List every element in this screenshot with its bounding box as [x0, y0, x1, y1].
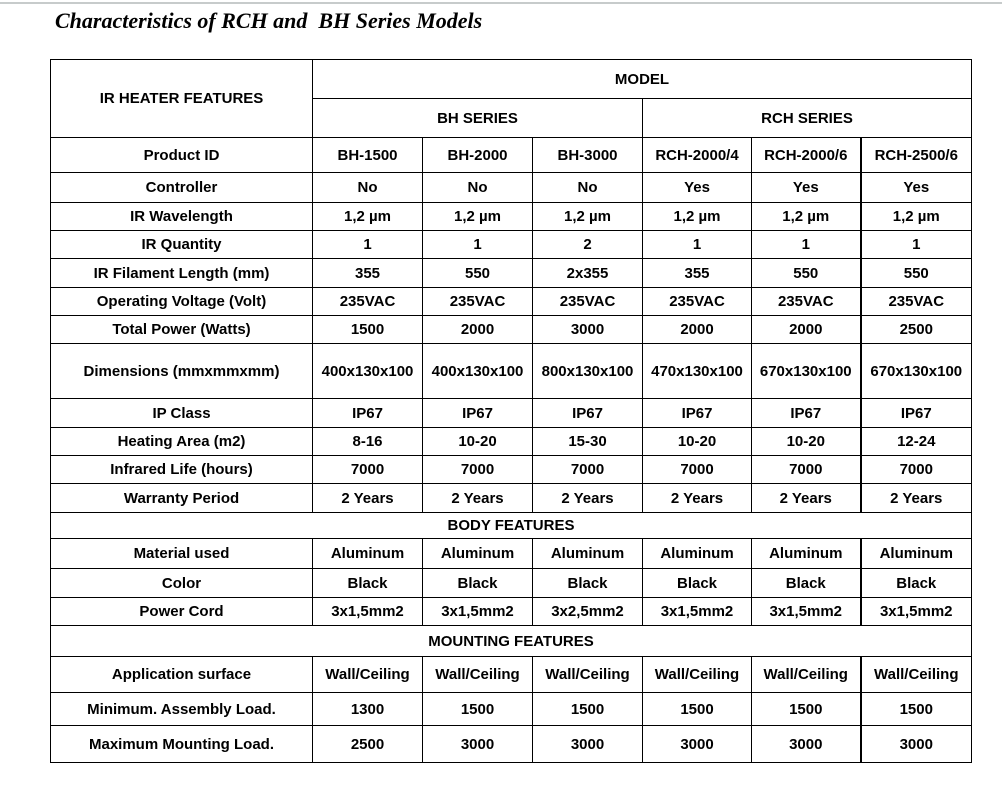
value-cell: Aluminum	[752, 539, 861, 569]
table-row	[51, 316, 972, 344]
feature-label: Heating Area (m2)	[51, 428, 313, 456]
value-cell: 550	[861, 259, 972, 288]
feature-label: Warranty Period	[51, 484, 313, 513]
section-header-mounting	[51, 626, 972, 657]
value-cell: 3000	[533, 726, 643, 763]
value-cell: 1,2 µm	[533, 203, 643, 231]
feature-label: IR Filament Length (mm)	[51, 259, 313, 288]
section-header-body	[51, 513, 972, 539]
feature-label: Controller	[51, 173, 313, 203]
value-cell: 670x130x100	[752, 344, 861, 399]
value-cell: 8-16	[313, 428, 423, 456]
value-cell: 1500	[643, 693, 752, 726]
value-cell: 15-30	[533, 428, 643, 456]
table-row	[51, 456, 972, 484]
value-cell: 3000	[752, 726, 861, 763]
value-cell: 2 Years	[533, 484, 643, 513]
feature-label: Infrared Life (hours)	[51, 456, 313, 484]
value-cell: 10-20	[423, 428, 533, 456]
feature-label: Minimum. Assembly Load.	[51, 693, 313, 726]
value-cell: 1	[861, 231, 972, 259]
feature-label: Total Power (Watts)	[51, 316, 313, 344]
value-cell: 550	[752, 259, 861, 288]
value-cell: 355	[313, 259, 423, 288]
value-cell: 1	[752, 231, 861, 259]
value-cell: 2 Years	[752, 484, 861, 513]
value-cell: 2 Years	[643, 484, 752, 513]
value-cell: 2 Years	[861, 484, 972, 513]
value-cell: Wall/Ceiling	[643, 657, 752, 693]
value-cell: 670x130x100	[861, 344, 972, 399]
value-cell: Wall/Ceiling	[533, 657, 643, 693]
value-cell: Wall/Ceiling	[752, 657, 861, 693]
value-cell: 235VAC	[643, 288, 752, 316]
value-cell: Black	[861, 569, 972, 598]
value-cell: 3x1,5mm2	[423, 598, 533, 626]
value-cell: 1,2 µm	[861, 203, 972, 231]
value-cell: Yes	[752, 173, 861, 203]
value-cell: 7000	[861, 456, 972, 484]
value-cell: 3x2,5mm2	[533, 598, 643, 626]
table-row	[51, 173, 972, 203]
feature-label: Material used	[51, 539, 313, 569]
value-cell: BH-1500	[313, 138, 423, 173]
value-cell: 3000	[533, 316, 643, 344]
section-label: MOUNTING FEATURES	[51, 626, 972, 657]
value-cell: Wall/Ceiling	[861, 657, 972, 693]
value-cell: 7000	[533, 456, 643, 484]
value-cell: 3000	[861, 726, 972, 763]
value-cell: Black	[643, 569, 752, 598]
spec-table	[50, 59, 972, 763]
table-row	[51, 657, 972, 693]
value-cell: IP67	[313, 399, 423, 428]
value-cell: 10-20	[643, 428, 752, 456]
page-title: Characteristics of RCH and BH Series Models	[55, 8, 483, 33]
value-cell: 355	[643, 259, 752, 288]
value-cell: Wall/Ceiling	[313, 657, 423, 693]
value-cell: RCH-2000/6	[752, 138, 861, 173]
table-row	[51, 428, 972, 456]
table-row	[51, 598, 972, 626]
feature-label: Color	[51, 569, 313, 598]
feature-label: Power Cord	[51, 598, 313, 626]
feature-label: IP Class	[51, 399, 313, 428]
value-cell: 3x1,5mm2	[752, 598, 861, 626]
table-row	[51, 484, 972, 513]
feature-label: Dimensions (mmxmmxmm)	[51, 344, 313, 399]
value-cell: 3x1,5mm2	[861, 598, 972, 626]
table-row	[51, 693, 972, 726]
section-label: BODY FEATURES	[51, 513, 972, 539]
value-cell: Black	[313, 569, 423, 598]
value-cell: IP67	[861, 399, 972, 428]
model-header-cell: MODEL	[313, 60, 972, 99]
value-cell: 1	[643, 231, 752, 259]
value-cell: 7000	[423, 456, 533, 484]
value-cell: 235VAC	[533, 288, 643, 316]
value-cell: 10-20	[752, 428, 861, 456]
value-cell: 1500	[861, 693, 972, 726]
value-cell: 2 Years	[313, 484, 423, 513]
feature-label: Product ID	[51, 138, 313, 173]
table-row	[51, 259, 972, 288]
value-cell: No	[313, 173, 423, 203]
table-header-row-model	[51, 60, 972, 99]
value-cell: 1	[313, 231, 423, 259]
value-cell: 235VAC	[861, 288, 972, 316]
value-cell: 2000	[643, 316, 752, 344]
value-cell: 3000	[423, 726, 533, 763]
rch-series-header-cell: RCH SERIES	[643, 99, 972, 138]
table-row	[51, 231, 972, 259]
page-top-rule	[0, 2, 1002, 4]
value-cell: 1300	[313, 693, 423, 726]
bh-series-header-cell: BH SERIES	[313, 99, 643, 138]
value-cell: Aluminum	[861, 539, 972, 569]
value-cell: 1	[423, 231, 533, 259]
value-cell: 2000	[752, 316, 861, 344]
value-cell: Aluminum	[643, 539, 752, 569]
value-cell: BH-2000	[423, 138, 533, 173]
table-row	[51, 203, 972, 231]
value-cell: Yes	[861, 173, 972, 203]
value-cell: 3000	[643, 726, 752, 763]
value-cell: 3x1,5mm2	[643, 598, 752, 626]
value-cell: IP67	[423, 399, 533, 428]
feature-label: IR Quantity	[51, 231, 313, 259]
value-cell: 2500	[861, 316, 972, 344]
value-cell: 1,2 µm	[313, 203, 423, 231]
value-cell: 235VAC	[752, 288, 861, 316]
value-cell: Black	[423, 569, 533, 598]
value-cell: RCH-2000/4	[643, 138, 752, 173]
value-cell: 2	[533, 231, 643, 259]
table-row	[51, 399, 972, 428]
value-cell: 1500	[752, 693, 861, 726]
table-row	[51, 288, 972, 316]
table-row	[51, 344, 972, 399]
table-row	[51, 726, 972, 763]
value-cell: Yes	[643, 173, 752, 203]
value-cell: Black	[533, 569, 643, 598]
table-row	[51, 569, 972, 598]
value-cell: IP67	[533, 399, 643, 428]
value-cell: Wall/Ceiling	[423, 657, 533, 693]
corner-header-cell: IR HEATER FEATURES	[51, 60, 313, 138]
value-cell: 235VAC	[313, 288, 423, 316]
value-cell: 3x1,5mm2	[313, 598, 423, 626]
value-cell: Black	[752, 569, 861, 598]
value-cell: 2000	[423, 316, 533, 344]
value-cell: 1,2 µm	[423, 203, 533, 231]
value-cell: 2500	[313, 726, 423, 763]
value-cell: 235VAC	[423, 288, 533, 316]
value-cell: 550	[423, 259, 533, 288]
value-cell: IP67	[752, 399, 861, 428]
value-cell: 2 Years	[423, 484, 533, 513]
value-cell: 1500	[533, 693, 643, 726]
value-cell: Aluminum	[313, 539, 423, 569]
value-cell: 400x130x100	[313, 344, 423, 399]
feature-label: Operating Voltage (Volt)	[51, 288, 313, 316]
feature-label: IR Wavelength	[51, 203, 313, 231]
value-cell: 1,2 µm	[643, 203, 752, 231]
value-cell: 1,2 µm	[752, 203, 861, 231]
value-cell: 1500	[313, 316, 423, 344]
value-cell: 2x355	[533, 259, 643, 288]
value-cell: 7000	[643, 456, 752, 484]
table-row	[51, 539, 972, 569]
value-cell: 400x130x100	[423, 344, 533, 399]
value-cell: BH-3000	[533, 138, 643, 173]
value-cell: 7000	[313, 456, 423, 484]
table-row	[51, 138, 972, 173]
value-cell: RCH-2500/6	[861, 138, 972, 173]
value-cell: Aluminum	[423, 539, 533, 569]
value-cell: No	[423, 173, 533, 203]
value-cell: 12-24	[861, 428, 972, 456]
value-cell: 470x130x100	[643, 344, 752, 399]
value-cell: 7000	[752, 456, 861, 484]
feature-label: Application surface	[51, 657, 313, 693]
value-cell: Aluminum	[533, 539, 643, 569]
value-cell: 800x130x100	[533, 344, 643, 399]
value-cell: 1500	[423, 693, 533, 726]
value-cell: No	[533, 173, 643, 203]
value-cell: IP67	[643, 399, 752, 428]
feature-label: Maximum Mounting Load.	[51, 726, 313, 763]
